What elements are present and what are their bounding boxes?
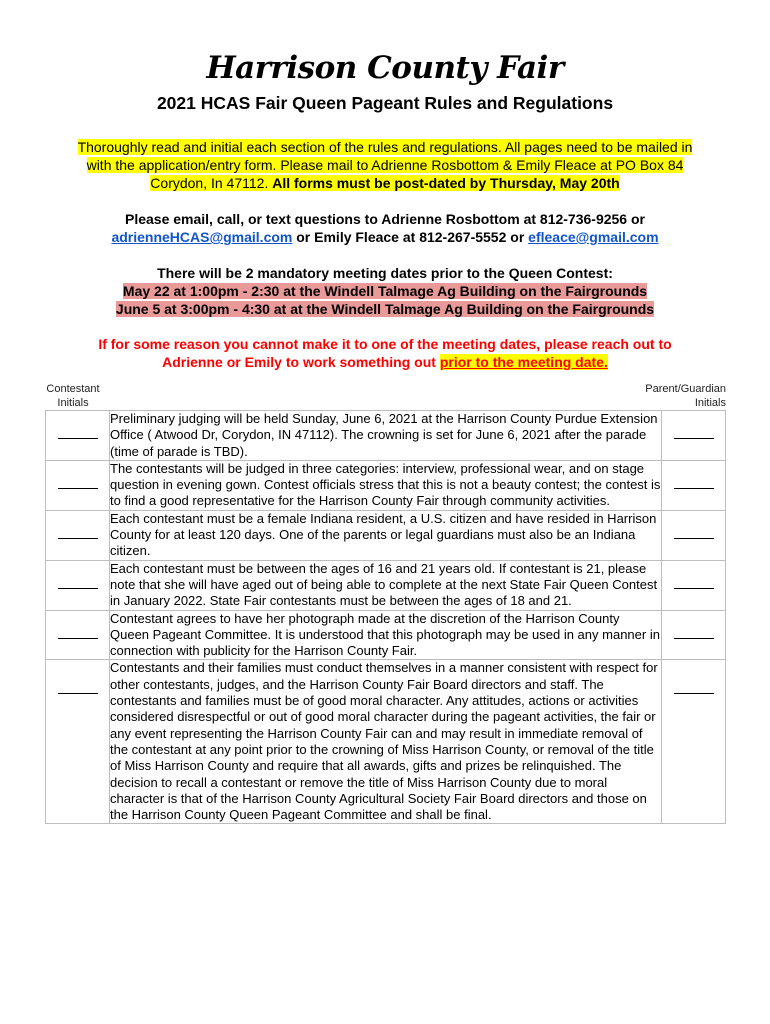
- intro-line-3: Corydon, In 47112.: [150, 175, 269, 191]
- meetings-heading: There will be 2 mandatory meeting dates prior to the Queen Contest:: [157, 265, 613, 281]
- rules-table: [45, 410, 726, 824]
- guardian-header-line-1: Parent/Guardian: [645, 383, 726, 395]
- contestant-initial-field[interactable]: [46, 411, 110, 461]
- contact-paragraph: [40, 210, 730, 246]
- intro-paragraph: [40, 138, 730, 192]
- contact-line-1: Please email, call, or text questions to Adrienne Rosbottom at 812-736-9256 or: [125, 211, 645, 227]
- intro-deadline: All forms must be post-dated by Thursday, May 20th: [272, 175, 620, 191]
- table-row: [46, 411, 726, 461]
- contestant-initial-field[interactable]: [46, 510, 110, 560]
- contestant-initial-field[interactable]: [46, 610, 110, 660]
- guardian-initial-field[interactable]: [662, 660, 726, 824]
- table-row: [46, 510, 726, 560]
- rule-text: Each contestant must be between the ages of 16 and 21 years old. If contestant is 21, please note that she will have aged out of being able to complete at the next State Fair Queen Contest in January 2022. State Fair contestants must be between the ages of 18 and 21.: [110, 560, 662, 610]
- guardian-initial-field[interactable]: [662, 460, 726, 510]
- guardian-initial-field[interactable]: [662, 510, 726, 560]
- contestant-initials-header: [44, 382, 102, 410]
- meeting-date-2: June 5 at 3:00pm - 4:30 at at the Windell Talmage Ag Building on the Fairgrounds: [115, 301, 655, 317]
- rule-text: Each contestant must be a female Indiana resident, a U.S. citizen and have resided in Harrison County for at least 120 days. One of the parents or legal guardians must also be an Indiana citizen.: [110, 510, 662, 560]
- intro-line-2: with the application/entry form. Please mail to Adrienne Rosbottom & Emily Fleace at PO Box 84: [86, 157, 684, 173]
- table-row: [46, 610, 726, 660]
- guardian-initials-header: [640, 382, 726, 410]
- page-title: 2021 HCAS Fair Queen Pageant Rules and Regulations: [156, 93, 614, 113]
- rule-text: Preliminary judging will be held Sunday, June 6, 2021 at the Harrison County Purdue Extension Office ( Atwood Dr, Corydon, IN 47112). The crowning is set for June 6, 2021 after the parade (time of parade is TBD).: [110, 411, 662, 461]
- fair-logo-title: Harrison County Fair: [206, 50, 564, 86]
- intro-line-1: Thoroughly read and initial each section of the rules and regulations. All pages need to be mailed in: [77, 139, 693, 155]
- meeting-date-1: May 22 at 1:00pm - 2:30 at the Windell Talmage Ag Building on the Fairgrounds: [122, 283, 648, 299]
- contestant-header-line-1: Contestant: [46, 383, 100, 395]
- guardian-initial-field[interactable]: [662, 560, 726, 610]
- contestant-initial-field[interactable]: [46, 560, 110, 610]
- rule-text: Contestant agrees to have her photograph made at the discretion of the Harrison County Queen Pageant Committee. It is understood that this photograph may be used in any manner in connection with publicity for the Harrison County Fair.: [110, 610, 660, 659]
- meeting-notice: [40, 335, 730, 371]
- contact-mid: or Emily Fleace at 812-267-5552 or: [292, 229, 529, 245]
- rule-text: The contestants will be judged in three categories: interview, professional wear, and on stage question in evening gown. Contest officials stress that this is not a beauty contest; the contest is to find a good representative for the Harrison County Fair through community activities.: [110, 460, 661, 509]
- email-link-emily[interactable]: efleace@gmail.com: [528, 229, 659, 245]
- guardian-header-line-2: Initials: [694, 397, 726, 409]
- table-row: [46, 660, 726, 824]
- email-link-adrienne[interactable]: adrienneHCAS@gmail.com: [111, 229, 293, 245]
- guardian-initial-field[interactable]: [662, 610, 726, 660]
- rule-text: Contestants and their families must conduct themselves in a manner consistent with respect for other contestants, judges, and the Harrison County Fair Board directors and staff. The contestants and families must be of good moral character. Any attitudes, actions or activities considered disrespectful or out of good moral character during the pageant activities, the fair or any event representing the Harrison County Fair can and may result in immediate removal of the contestant at any point prior to the crowning of Miss Harrison County, or removal of the title of Miss Harrison County and require that all awards, gifts and prizes be relinquished. The decision to recall a contestant or remove the title of Miss Harrison County due to moral character is that of the Harrison County Agricultural Society Fair Board directors and those on the Harrison County Queen Pageant Committee and shall be final.: [110, 660, 662, 824]
- notice-line-1: If for some reason you cannot make it to one of the meeting dates, please reach out to: [98, 336, 672, 352]
- notice-line-2: Adrienne or Emily to work something out: [162, 354, 440, 370]
- contestant-initial-field[interactable]: [46, 460, 110, 510]
- table-row: [46, 460, 726, 510]
- guardian-initial-field[interactable]: [662, 411, 726, 461]
- notice-highlight: prior to the meeting date.: [439, 354, 608, 370]
- contestant-initial-field[interactable]: [46, 660, 110, 824]
- table-row: [46, 560, 726, 610]
- contestant-header-line-2: Initials: [57, 397, 89, 409]
- meetings-section: [40, 264, 730, 318]
